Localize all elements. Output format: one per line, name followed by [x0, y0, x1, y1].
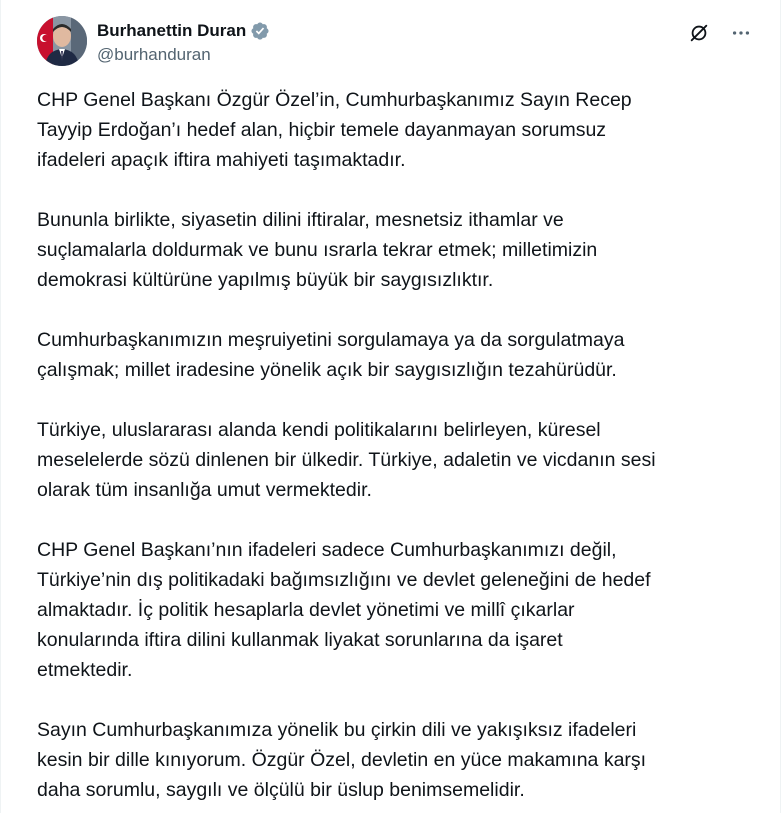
tweet-text: [37, 85, 737, 835]
tweet-paragraph: Türkiye, uluslararası alanda kendi politikalarını belirleyen, küresel meselelerde sözü dinlenen bir ülkedir. Türkiye, adaletin ve vicdanın sesi olarak tüm insanlığa umut vermektedir.: [37, 419, 656, 501]
avatar[interactable]: [37, 16, 87, 66]
display-name[interactable]: Burhanettin Duran: [97, 21, 247, 40]
tweet-actions: [684, 18, 756, 48]
tweet-paragraph: CHP Genel Başkanı’nın ifadeleri sadece Cumhurbaşkanımızı değil, Türkiye’nin dış politikadaki bağımsızlığını ve devlet geleneğini de hedef almaktadır. İç politik hesaplarla devlet yönetimi ve millî çıkarlar konularında iftira dilini kullanmak liyakat sorunlarına da işaret etmektedir.: [37, 539, 651, 681]
tweet-paragraph: Sayın Cumhurbaşkanımıza yönelik bu çirkin dili ve yakışıksız ifadeleri kesin bir dille kınıyorum. Özgür Özel, devletin en yüce makamına karşı daha sorumlu, saygılı ve ölçülü bir üslup benimsemelidir.: [37, 719, 647, 801]
tweet-paragraph: CHP Genel Başkanı Özgür Özel’in, Cumhurbaşkanımız Sayın Recep Tayyip Erdoğan’ı hedef alan, hiçbir temele dayanmayan sorumsuz ifadeleri apaçık iftira mahiyeti taşımaktadır.: [37, 89, 632, 171]
handle[interactable]: @burhanduran: [97, 45, 211, 64]
more-icon[interactable]: [726, 18, 756, 48]
grok-icon[interactable]: [684, 18, 714, 48]
name-row: [97, 20, 270, 42]
tweet-paragraph: Bununla birlikte, siyasetin dilini iftiralar, mesnetsiz ithamlar ve suçlamalarla doldurmak ve bunu ısrarla tekrar etmek; milletimizin demokrasi kültürüne yapılmış büyük bir saygısızlıktır.: [37, 209, 598, 291]
verified-badge-icon: [250, 21, 270, 41]
tweet-header: [37, 16, 756, 68]
user-info: [97, 20, 270, 65]
tweet-paragraph: Cumhurbaşkanımızın meşruiyetini sorgulamaya ya da sorgulatmaya çalışmak; millet iradesine yönelik açık bir saygısızlığın tezahürüdür.: [37, 329, 625, 381]
